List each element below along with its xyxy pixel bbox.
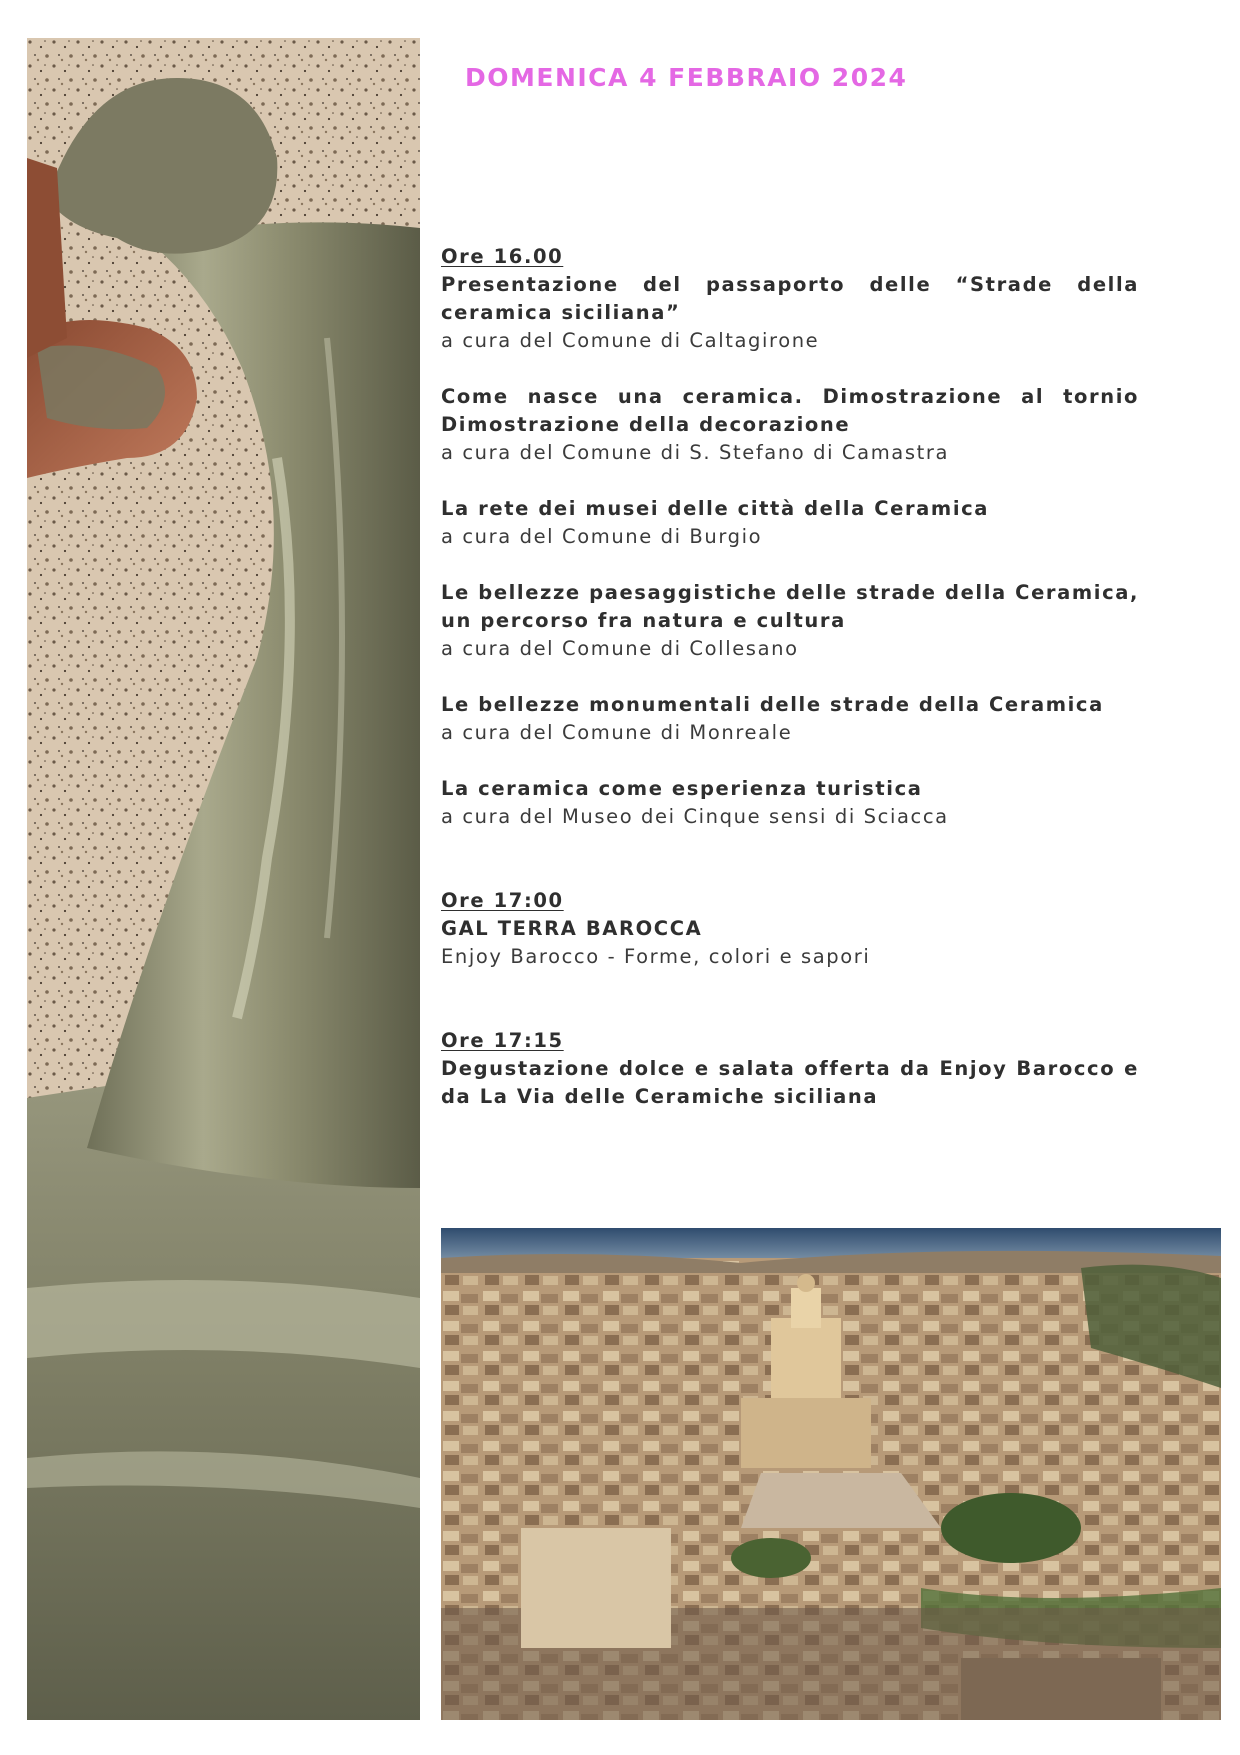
program-item-title: Le bellezze monumentali delle strade della Ceramica xyxy=(441,693,1104,716)
program-item-credit: Enjoy Barocco - Forme, colori e sapori xyxy=(441,945,871,968)
program-item-title: Degustazione dolce e salata offerta da Enjoy Barocco e da La Via delle Ceramiche siciliana xyxy=(441,1057,1139,1108)
program-item-title: La ceramica come esperienza turistica xyxy=(441,777,923,800)
program-item-title: Le bellezze paesaggistiche delle strade della Ceramica, un percorso fra natura e cultura xyxy=(441,581,1139,632)
program-item-credit: a cura del Comune di Collesano xyxy=(441,637,799,660)
time-slot-1715 xyxy=(441,1027,1139,1111)
program-item-credit: a cura del Comune di S. Stefano di Camastra xyxy=(441,441,950,464)
time-slot-1600 xyxy=(441,243,1139,831)
time-label: Ore 17:00 xyxy=(441,889,564,912)
program-item-credit: a cura del Museo dei Cinque sensi di Sciacca xyxy=(441,805,949,828)
time-label: Ore 17:15 xyxy=(441,1029,564,1052)
time-label: Ore 16.00 xyxy=(441,245,564,268)
program-item-credit: a cura del Comune di Burgio xyxy=(441,525,763,548)
program-item-credit: a cura del Comune di Monreale xyxy=(441,721,793,744)
program-item-title: La rete dei musei delle città della Ceramica xyxy=(441,497,990,520)
program-schedule xyxy=(441,243,1139,1111)
program-item-title: Come nasce una ceramica. Dimostrazione al tornio Dimostrazione della decorazione xyxy=(441,385,1139,436)
program-item-credit: a cura del Comune di Caltagirone xyxy=(441,329,820,352)
pottery-wheel-photo xyxy=(27,38,420,1720)
program-item-title: GAL TERRA BAROCCA xyxy=(441,917,703,940)
program-item-title: Presentazione del passaporto delle “Strade della ceramica siciliana” xyxy=(441,273,1139,324)
time-slot-1700 xyxy=(441,887,1139,971)
event-date-heading: DOMENICA 4 FEBBRAIO 2024 xyxy=(465,63,908,92)
baroque-town-photo xyxy=(441,1228,1221,1720)
